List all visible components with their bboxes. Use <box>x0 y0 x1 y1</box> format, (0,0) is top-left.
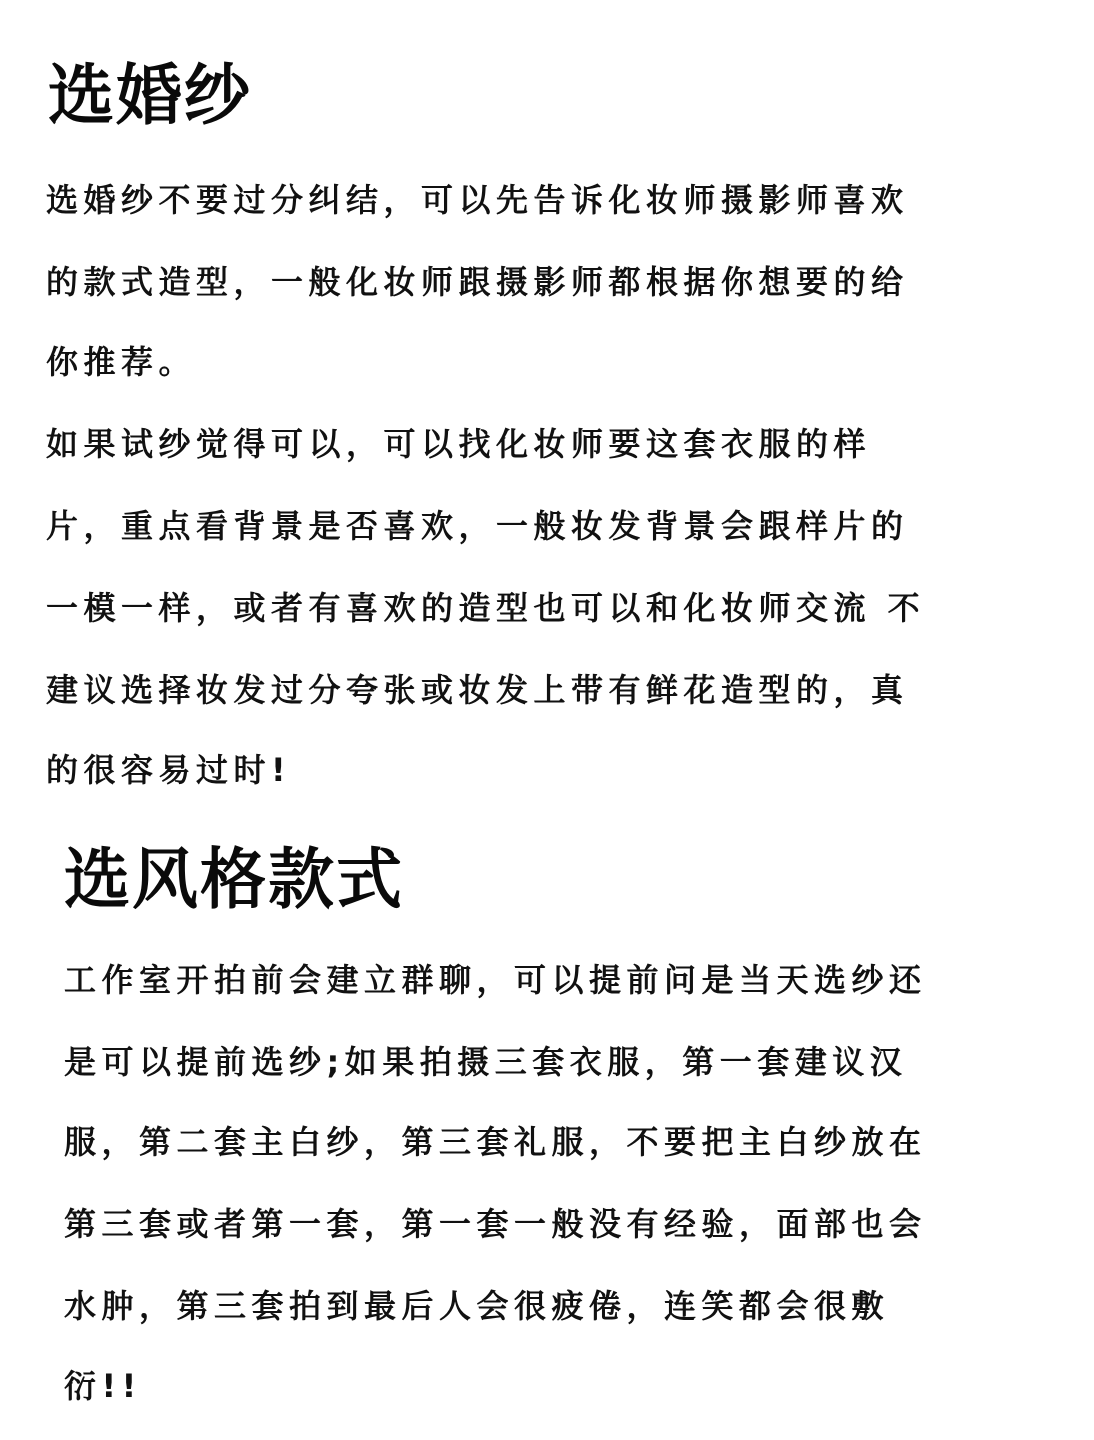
section2-paragraph-line: 服，第二套主白纱，第三套礼服，不要把主白纱放在 <box>64 1123 927 1161</box>
section-title-choose-style: 选风格款式 <box>64 841 404 918</box>
section1-paragraph-line: 的很容易过时! <box>46 751 292 789</box>
section1-paragraph-line: 选婚纱不要过分纠结，可以先告诉化妆师摄影师喜欢 <box>46 181 909 219</box>
section2-paragraph-line: 是可以提前选纱;如果拍摄三套衣服，第一套建议汉 <box>64 1043 908 1081</box>
section1-paragraph-line: 的款式造型，一般化妆师跟摄影师都根据你想要的给 <box>46 263 909 301</box>
section1-paragraph-line: 如果试纱觉得可以，可以找化妆师要这套衣服的样 <box>46 425 872 463</box>
section1-paragraph-line: 建议选择妆发过分夸张或妆发上带有鲜花造型的，真 <box>46 671 909 709</box>
section1-paragraph-line: 片，重点看背景是否喜欢，一般妆发背景会跟样片的 <box>46 507 909 545</box>
section1-paragraph-line: 一模一样，或者有喜欢的造型也可以和化妆师交流 不 <box>46 589 926 627</box>
section2-paragraph-line: 水肿，第三套拍到最后人会很疲倦，连笑都会很敷 <box>64 1287 890 1325</box>
section1-paragraph-line: 你推荐。 <box>46 343 197 381</box>
section2-paragraph-line: 第三套或者第一套，第一套一般没有经验，面部也会 <box>64 1205 927 1243</box>
section2-paragraph-line: 衍!! <box>64 1367 142 1405</box>
section2-paragraph-line: 工作室开拍前会建立群聊，可以提前问是当天选纱还 <box>64 961 927 999</box>
section-title-choose-wedding-dress: 选婚纱 <box>48 57 252 134</box>
